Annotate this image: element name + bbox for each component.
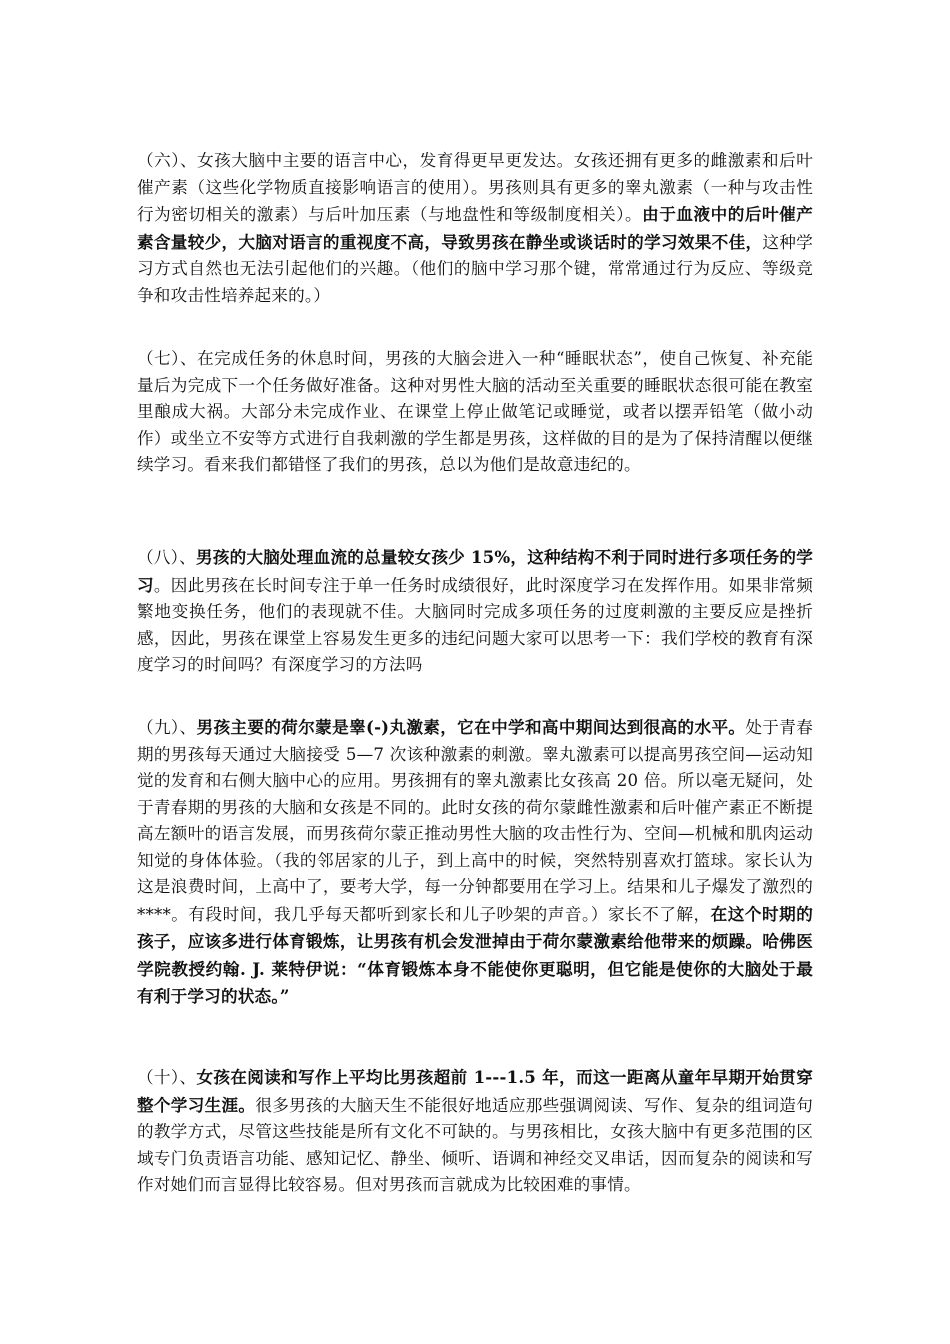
section-six-run-3: 这种学习方式自然也无法引起他们的兴趣。（他们的脑中学习那个键，常常通过行为反应、等级竞争和攻击性培养起来的。） <box>137 232 813 305</box>
section-six-run-2-bold: 由于血液中的后叶催产素含量较少，大脑对语言的重视度不高，导致男孩在静坐或谈话时的学习效果不佳， <box>137 204 814 252</box>
section-ten-run-3: 很多男孩的大脑天生不能很好地适应那些强调阅读、写作、复杂的组词造句的教学方式，尽管这些技能是所有文化不可缺的。与男孩相比，女孩大脑中有更多范围的区域专门负责语言功能、感知记忆、静坐、倾听、语调和神经交叉串话，因而复杂的阅读和写作对她们而言显得比较容易。但对男孩而言就成为比较困难的事情。 <box>137 1095 813 1194</box>
section-seven-run-1: （七）、在完成任务的休息时间，男孩的大脑会进入一种“睡眠状态”，使自己恢复、补充能量后为完成下一个任务做好准备。这种对男性大脑的活动至关重要的睡眠状态很可能在教室里酿成大祸。大部分未完成作业、在课堂上停止做笔记或睡觉，或者以摆弄铅笔（做小动作）或坐立不安等方式进行自我刺激的学生都是男孩，这样做的目的是为了保持清醒以便继续学习。看来我们都错怪了我们的男孩，总以为他们是故意违纪的。 <box>137 349 813 474</box>
section-eight-run-1: （八）、 <box>137 548 196 567</box>
paragraph-section-six <box>137 148 813 309</box>
paragraph-section-seven <box>137 346 813 479</box>
section-ten-run-1: （十）、 <box>137 1068 197 1087</box>
section-nine-run-3: 处于青春期的男孩每天通过大脑接受 5—7 次该种激素的刺激。睾丸激素可以提高男孩空间—运动知觉的发育和右侧大脑中心的应用。男孩拥有的睾丸激素比女孩高 20 倍。所以毫无疑问，处于青春期的男孩的大脑和女孩是不同的。此时女孩的荷尔蒙雌性激素和后叶催产素正不断提高左额叶的语言发展，而男孩荷尔蒙正推动男性大脑的攻击性行为、空间—机械和肌肉运动知觉的身体体验。（我的邻居家的儿子，到上高中的时候，突然特别喜欢打篮球。家长认为这是浪费时间，上高中了，要考大学，每一分钟都要用在学习上。结果和儿子爆发了激烈的****。有段时间，我几乎每天都听到家长和儿子吵架的声音。）家长不了解， <box>137 718 814 924</box>
section-eight-run-2-bold: 男孩的大脑处理血流的总量较女孩少 15%，这种结构不利于同时进行多项任务的学习 <box>137 547 814 595</box>
paragraph-section-ten <box>137 1064 813 1199</box>
paragraph-section-nine <box>137 714 813 1011</box>
section-ten-run-2-bold: 女孩在阅读和写作上平均比男孩超前 1---1.5 年，而这一距离从童年早期开始贯穿整个学习生涯。 <box>137 1067 814 1115</box>
section-nine-run-4-bold: 在这个时期的孩子，应该多进行体育锻炼，让男孩有机会发泄掉由于荷尔蒙激素给他带来的烦躁。哈佛医学院教授约翰. J. 莱特伊说：“体育锻炼本身不能使你更聪明，但它能是使你的大脑处于最有利于学习的状态。” <box>137 903 814 1006</box>
paragraph-section-eight <box>137 544 813 679</box>
section-nine-run-2-bold: 男孩主要的荷尔蒙是睾(-)丸激素，它在中学和高中期间达到很高的水平。 <box>196 717 746 737</box>
section-eight-run-3: 。因此男孩在长时间专注于单一任务时成绩很好，此时深度学习在发挥作用。如果非常频繁地变换任务，他们的表现就不佳。大脑同时完成多项任务的过度刺激的主要反应是挫折感，因此，男孩在课堂上容易发生更多的违纪问题大家可以思考一下：我们学校的教育有深度学习的时间吗？有深度学习的方法吗 <box>137 575 813 674</box>
section-six-run-1: （六）、女孩大脑中主要的语言中心，发育得更早更发达。女孩还拥有更多的雌激素和后叶催产素（这些化学物质直接影响语言的使用）。男孩则具有更多的睾丸激素（一种与攻击性行为密切相关的激素）与后叶加压素（与地盘性和等级制度相关）。 <box>137 151 813 224</box>
section-nine-run-1: （九）、 <box>137 718 197 737</box>
